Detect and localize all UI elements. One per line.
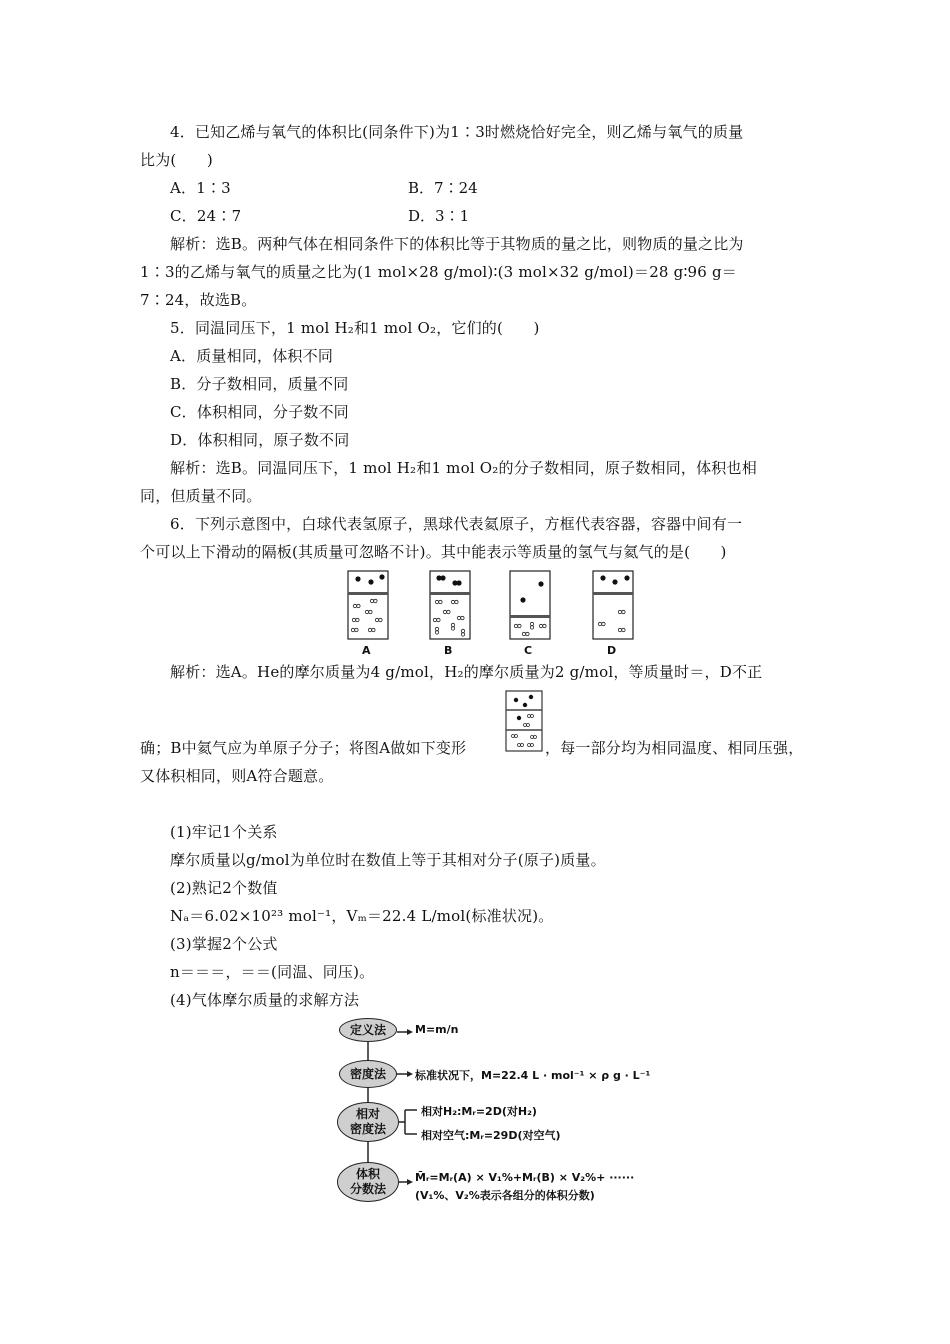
summary-text-3: n＝＝＝，＝＝(同温、同压)。 bbox=[170, 963, 375, 981]
figure-label-b: B bbox=[444, 644, 453, 657]
summary-text-1: 摩尔质量以g/mol为单位时在数值上等于其相对分子(原子)质量。 bbox=[170, 851, 606, 869]
summary-heading-4: (4)气体摩尔质量的求解方法 bbox=[170, 991, 360, 1009]
flow-node3-branch2: 相对空气:Mᵣ=29D(对空气) bbox=[421, 1129, 561, 1142]
q6-stem-line1: 6．下列示意图中，白球代表氢原子，黑球代表氦原子，方框代表容器，容器中间有一 bbox=[170, 515, 743, 533]
container-d bbox=[593, 571, 633, 639]
q5-analysis-line2: 同，但质量不同。 bbox=[140, 487, 262, 505]
container-a bbox=[348, 571, 388, 639]
q4-analysis-line2: 1∶3的乙烯与氧气的质量之比为(1 mol×28 g/mol)∶(3 mol×32 g/mol)＝28 g∶96 g＝ bbox=[140, 263, 738, 281]
flow-node4-text1: M̄ᵣ=Mᵣ(A) × V₁%+Mᵣ(B) × V₂%+ ······ bbox=[415, 1171, 635, 1184]
q5-option-a: A．质量相同，体积不同 bbox=[170, 347, 334, 365]
flow-node4-line1: 体积 bbox=[355, 1167, 380, 1181]
q5-option-c: C．体积相同，分子数不同 bbox=[170, 403, 349, 421]
figure-label-a: A bbox=[362, 644, 371, 657]
container-c bbox=[510, 571, 550, 639]
q4-stem-line1: 4．已知乙烯与氧气的体积比(同条件下)为1∶3时燃烧恰好完全，则乙烯与氧气的质量 bbox=[170, 123, 744, 141]
container-diagrams bbox=[345, 568, 645, 644]
flow-node4-line2: 分数法 bbox=[349, 1182, 386, 1196]
flow-node-volume-fraction bbox=[337, 1162, 399, 1202]
summary-heading-1: (1)牢记1个关系 bbox=[170, 823, 278, 841]
q6-analysis-line3: 又体积相同，则A符合题意。 bbox=[140, 767, 334, 785]
flow-node3-line1: 相对 bbox=[355, 1107, 380, 1121]
q4-option-d: D．3∶1 bbox=[408, 207, 470, 225]
flow-node4-text2: (V₁%、V₂%表示各组分的体积分数) bbox=[415, 1189, 595, 1202]
q6-analysis-line1: 解析：选A。He的摩尔质量为4 g/mol，H₂的摩尔质量为2 g/mol，等质量时＝，D不正 bbox=[170, 663, 763, 681]
figure-label-c: C bbox=[524, 644, 533, 657]
q5-option-b: B．分子数相同，质量不同 bbox=[170, 375, 349, 393]
container-b bbox=[430, 571, 470, 639]
summary-heading-2: (2)熟记2个数值 bbox=[170, 879, 278, 897]
q4-analysis-line1: 解析：选B。两种气体在相同条件下的体积比等于其物质的量之比，则物质的量之比为 bbox=[170, 235, 744, 253]
q5-analysis-line1: 解析：选B。同温同压下，1 mol H₂和1 mol O₂的分子数相同，原子数相同，体积也相 bbox=[170, 459, 757, 477]
flow-node3-line2: 密度法 bbox=[349, 1122, 386, 1136]
q6-analysis-line2a: 确；B中氦气应为单原子分子；将图A做如下变形 bbox=[140, 739, 467, 757]
q4-option-a: A．1∶3 bbox=[170, 179, 231, 197]
flow-node2-text: 标准状况下，M=22.4 L · mol⁻¹ × ρ g · L⁻¹ bbox=[415, 1069, 651, 1082]
q5-option-d: D．体积相同，原子数不同 bbox=[170, 431, 350, 449]
q4-option-c: C．24∶7 bbox=[170, 207, 242, 225]
q5-stem: 5．同温同压下，1 mol H₂和1 mol O₂，它们的( ) bbox=[170, 319, 540, 337]
summary-text-2: Nₐ＝6.02×10²³ mol⁻¹，Vₘ＝22.4 L/mol(标准状况)。 bbox=[170, 907, 554, 925]
flow-node1-formula: M=m/n bbox=[415, 1023, 459, 1036]
q4-stem-line2: 比为( ) bbox=[140, 151, 213, 169]
summary-heading-3: (3)掌握2个公式 bbox=[170, 935, 278, 953]
molar-mass-methods-flowchart bbox=[335, 1012, 651, 1212]
flow-node3-branch1: 相对H₂:Mᵣ=2D(对H₂) bbox=[421, 1105, 537, 1118]
q4-analysis-line3: 7∶24，故选B。 bbox=[140, 291, 257, 309]
flow-node-relative-density bbox=[337, 1102, 399, 1142]
flow-node-density: 密度法 bbox=[339, 1060, 397, 1088]
q4-option-b: B．7∶24 bbox=[408, 179, 478, 197]
transformed-container-figure bbox=[505, 690, 543, 752]
flow-node-definition: 定义法 bbox=[339, 1018, 397, 1042]
figure-label-d: D bbox=[607, 644, 617, 657]
q6-stem-line2: 个可以上下滑动的隔板(其质量可忽略不计)。其中能表示等质量的氢气与氦气的是( ) bbox=[140, 543, 727, 561]
q6-analysis-line2b: ，每一部分均为相同温度、相同压强， bbox=[545, 739, 804, 757]
